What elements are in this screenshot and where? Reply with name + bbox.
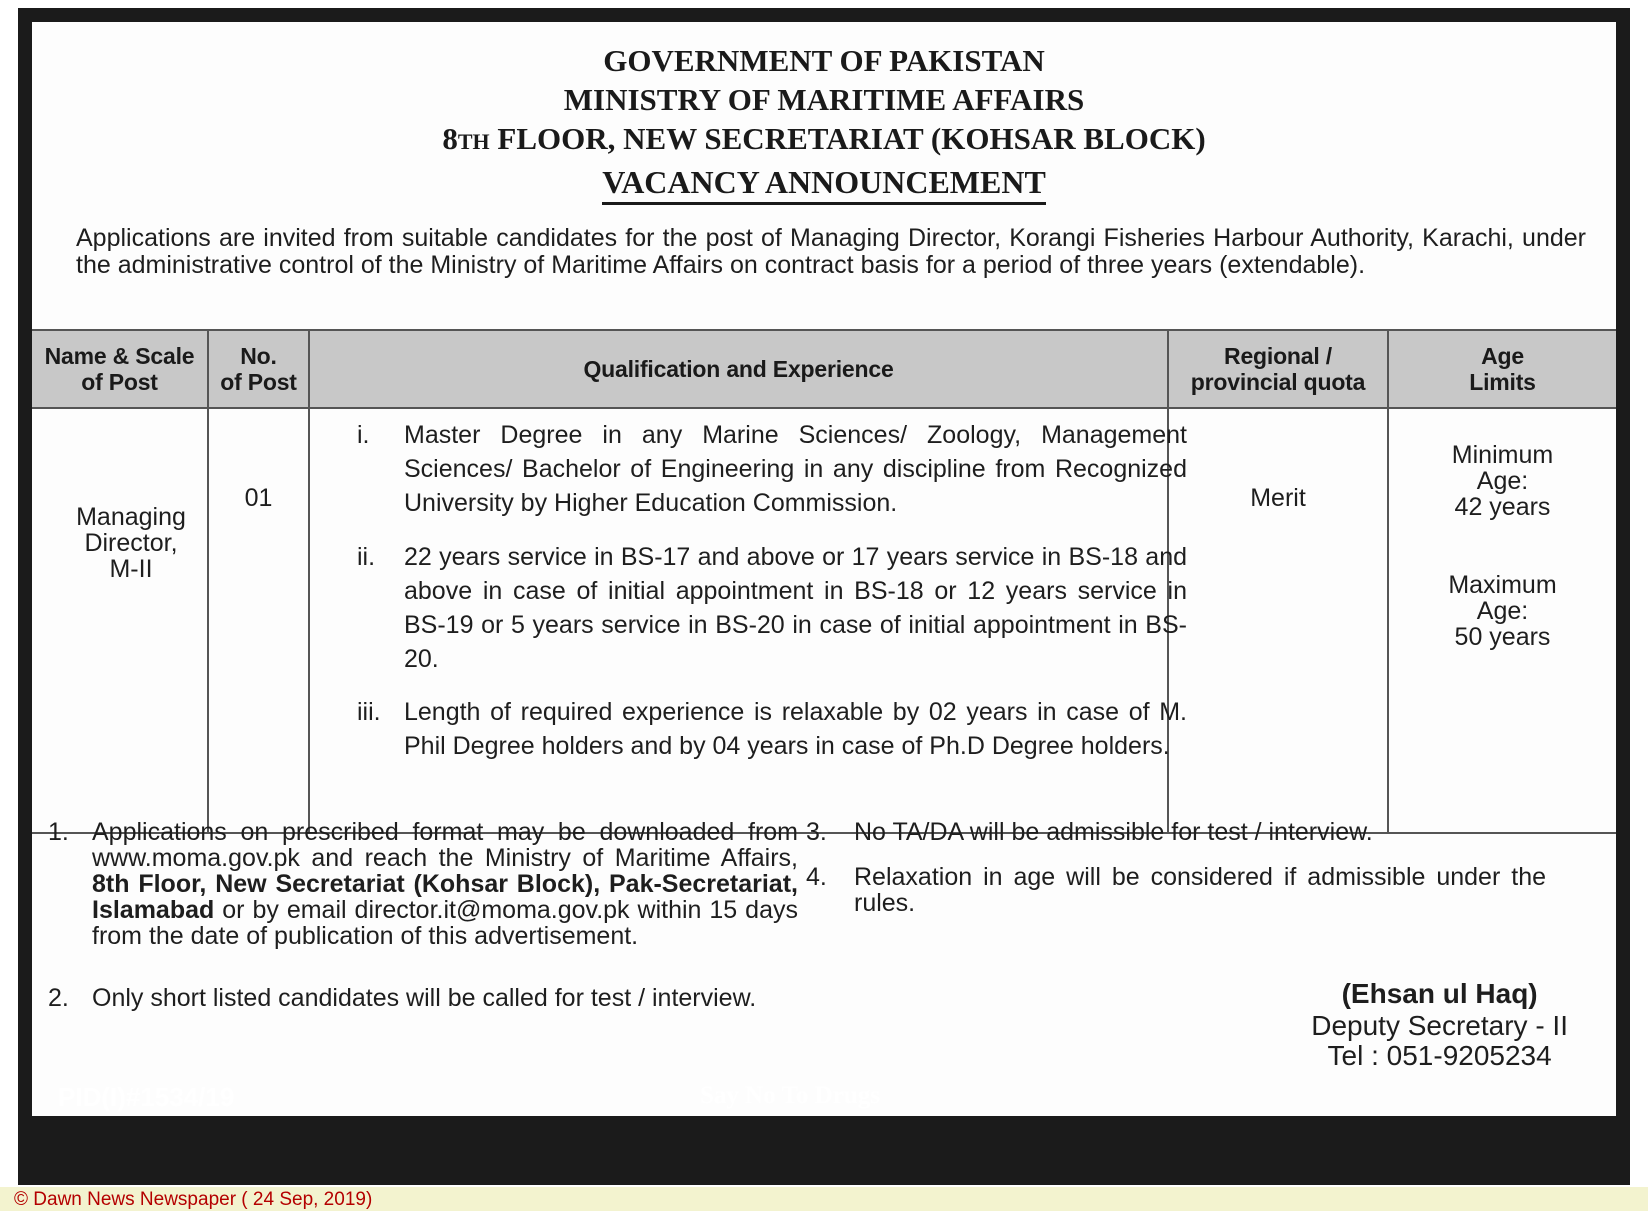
cell-quota: Merit (1250, 484, 1306, 512)
qualification-text: Master Degree in any Marine Sciences/ Zoology, Management Sciences/ Bachelor of Engineering in any discipline from Recognized University by Higher Education Commission. (404, 421, 1187, 517)
advertisement-body (32, 22, 1616, 1116)
signatory-name: (Ehsan ul Haq) (1341, 978, 1538, 1009)
col-header-no-post (209, 329, 308, 409)
col-header-qualification-text: Qualification and Experience (583, 356, 894, 382)
note-text: Relaxation in age will be considered if admissible under the rules. (854, 863, 1546, 917)
header-address-number: 8 (442, 121, 458, 156)
pid-number: PID(I)#1534/19 (58, 1082, 235, 1112)
qualification-text: 22 years service in BS-17 and above or 17 years service in BS-18 and above in case of initial appointment in BS-18 or 12 years service in BS-19 or 5 years service in BS-20 in case of initial appointment in BS-20. (404, 543, 1187, 673)
signature-block (1311, 979, 1568, 1071)
note-number: 1. (48, 818, 69, 846)
post-name-line1: Managing (76, 503, 186, 531)
note-text: Only short listed candidates will be called for test / interview. (92, 984, 757, 1012)
source-credit: © Dawn News Newspaper ( 24 Sep, 2019) (14, 1189, 373, 1210)
col-header-qualification (310, 329, 1167, 409)
col-header-age-line1: Age (1481, 343, 1524, 369)
header-ministry: MINISTRY OF MARITIME AFFAIRS (563, 82, 1085, 117)
header-address (32, 121, 1616, 157)
note-text-part: or by email director.it@moma.gov.pk within 15 days from the date of publication of this advertisement. (92, 896, 798, 950)
col-header-age (1389, 329, 1616, 409)
col-header-quota-line2: provincial quota (1190, 369, 1366, 395)
qualification-number: ii. (357, 543, 376, 571)
qualification-text: Length of required experience is relaxable by 02 years in case of M. Phil Degree holders and by 04 years in case of Ph.D Degree holders. (404, 698, 1187, 760)
header-address-rest: FLOOR, NEW SECRETARIAT (KOHSAR BLOCK) (489, 121, 1206, 156)
note-text (92, 819, 798, 949)
col-header-name-scale (32, 329, 207, 409)
intro-paragraph: Applications are invited from suitable candidates for the post of Managing Director, Korangi Fisheries Harbour Authority, Karachi, under the administrative control of the Ministry of Maritime Affairs on contract basis for a period of three years (extendable). (76, 224, 1586, 279)
min-age-line2: Age: (1476, 467, 1529, 495)
max-age-line1: Maximum (1448, 571, 1557, 599)
col-header-age-line2: Limits (1469, 369, 1536, 395)
note-number: 3. (806, 818, 827, 846)
qualification-number: iii. (357, 698, 381, 726)
note-text-part: Applications on prescribed format may be downloaded from www.moma.gov.pk and reach the Ministry of Maritime Affairs, (92, 818, 798, 872)
qualification-number: i. (357, 421, 370, 449)
col-header-no-line2: of Post (220, 369, 297, 395)
advertisement-frame (18, 8, 1630, 1185)
signatory-phone: Tel : 051-9205234 (1327, 1040, 1552, 1071)
announcement-title (32, 164, 1616, 201)
vacancy-table (32, 329, 1616, 834)
cell-post-name (46, 504, 216, 582)
min-age-line3: 42 years (1454, 493, 1551, 521)
post-name-line2: Director, (84, 529, 178, 557)
note-text: No TA/DA will be admissible for test / interview. (854, 818, 1373, 846)
col-header-quota-line1: Regional / (1224, 343, 1332, 369)
announcement-title-text: VACANCY ANNOUNCEMENT (602, 164, 1046, 205)
header-address-ordinal: TH (457, 129, 490, 154)
max-age-line2: Age: (1476, 597, 1529, 625)
note-text-address: 8th Floor, New Secretariat (Kohsar Block), Pak-Secretariat, Islamabad (92, 870, 798, 924)
note-number: 2. (48, 984, 69, 1012)
col-header-no-line1: No. (240, 343, 277, 369)
col-header-name-line2: of Post (81, 369, 158, 395)
cell-post-count: 01 (244, 484, 273, 512)
cell-max-age (1389, 572, 1616, 650)
max-age-line3: 50 years (1454, 623, 1551, 651)
col-header-name-line1: Name & Scale (44, 343, 195, 369)
col-header-quota (1169, 329, 1387, 409)
note-number: 4. (806, 863, 827, 891)
cell-min-age (1389, 442, 1616, 520)
source-credit-bar (0, 1187, 1648, 1211)
header-government: GOVERNMENT OF PAKISTAN (603, 43, 1045, 78)
min-age-line1: Minimum (1451, 441, 1554, 469)
signatory-title: Deputy Secretary - II (1311, 1010, 1568, 1041)
post-name-line3: M-II (109, 555, 153, 583)
footer-slogan: Say No To Drugs (700, 1082, 880, 1109)
